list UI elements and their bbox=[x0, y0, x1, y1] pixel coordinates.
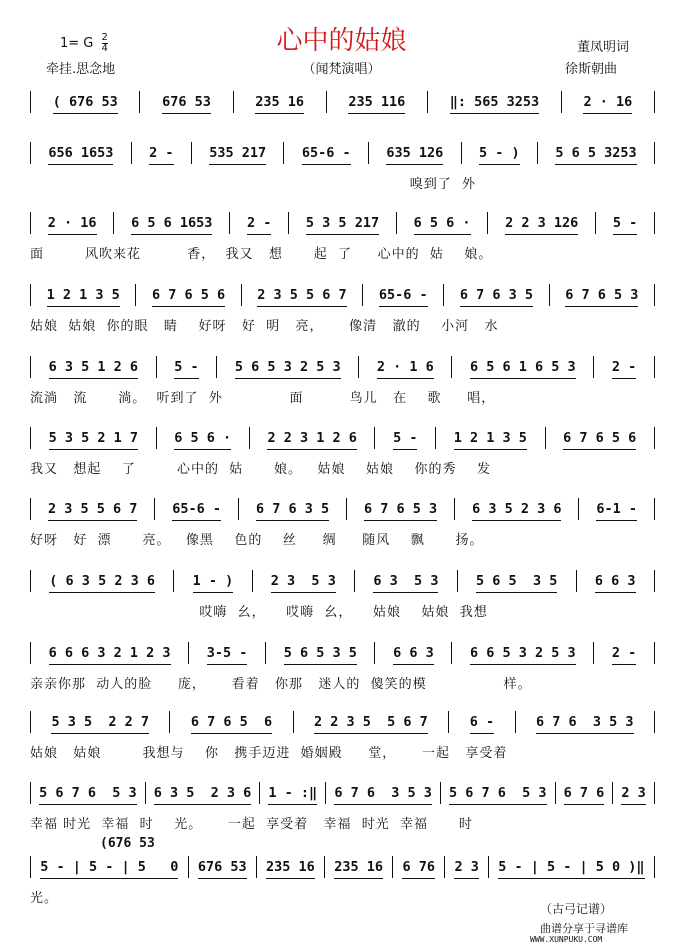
barline bbox=[324, 856, 325, 878]
measure: 5 - bbox=[389, 430, 421, 446]
measure: 6 6 3 bbox=[591, 573, 640, 589]
barline bbox=[457, 570, 458, 592]
measure: 6 - bbox=[466, 714, 498, 730]
measure: 5 3 5 2 2 7 bbox=[47, 714, 153, 730]
score-line bbox=[30, 499, 655, 559]
barline bbox=[252, 570, 253, 592]
barline bbox=[654, 498, 655, 520]
expression-mark: 牵挂.思念地 bbox=[46, 62, 116, 77]
barline bbox=[444, 856, 445, 878]
barline bbox=[451, 356, 452, 378]
measure: 6 6 5 3 2 5 3 bbox=[466, 645, 580, 661]
barline bbox=[593, 642, 594, 664]
transcriber-note: （古弓记谱） bbox=[540, 902, 613, 916]
measure: 2 - bbox=[243, 215, 275, 231]
composer-credit: 徐斯朝曲 bbox=[565, 62, 618, 77]
barline bbox=[30, 427, 31, 449]
lyrics-row: 嗅到了 外 bbox=[30, 177, 477, 192]
lyrics-row: 哎嗨 幺， 哎嗨 幺， 姑娘 姑娘 我想 bbox=[30, 605, 488, 620]
measure: 2 3 5 3 bbox=[267, 573, 340, 589]
measure: 235 16 bbox=[251, 94, 308, 110]
score-line bbox=[30, 783, 655, 843]
measure: 1 2 1 3 5 bbox=[43, 287, 124, 303]
barline bbox=[654, 212, 655, 234]
lyrics-row: 幸福 时光 幸福 时 光。 一起 享受着 幸福 时光 幸福 时 bbox=[30, 817, 473, 832]
barline bbox=[448, 711, 449, 733]
measure: 1 - ) bbox=[189, 573, 238, 589]
barline bbox=[265, 642, 266, 664]
barline bbox=[443, 284, 444, 306]
barline bbox=[578, 498, 579, 520]
barline bbox=[30, 91, 31, 113]
measure: 6-1 - bbox=[592, 501, 641, 517]
score-line bbox=[30, 643, 655, 703]
barline bbox=[30, 142, 31, 164]
measure: 6 5 6 1653 bbox=[127, 215, 216, 231]
measure: 6 76 bbox=[398, 859, 439, 875]
measure: 535 217 bbox=[205, 145, 270, 161]
measure: 65-6 - bbox=[298, 145, 355, 161]
measure: 2 3 bbox=[617, 785, 649, 801]
measure: 6 7 6 3 5 3 bbox=[330, 785, 436, 801]
barline bbox=[173, 570, 174, 592]
barline bbox=[654, 284, 655, 306]
barline bbox=[374, 427, 375, 449]
measure: 3-5 - bbox=[203, 645, 252, 661]
measure: 6 7 6 3 5 3 bbox=[532, 714, 638, 730]
measure: 5 3 5 2 1 7 bbox=[45, 430, 142, 446]
barline bbox=[259, 782, 260, 804]
coda-label: (676 53 bbox=[100, 836, 155, 851]
measure: 5 3 5 217 bbox=[302, 215, 383, 231]
measure: 65-6 - bbox=[168, 501, 225, 517]
barline bbox=[454, 498, 455, 520]
barline bbox=[156, 356, 157, 378]
measure: 2 3 5 5 6 7 bbox=[253, 287, 350, 303]
barline bbox=[354, 570, 355, 592]
barline bbox=[229, 212, 230, 234]
lyrics-row: 姑娘 姑娘 我想与 你 携手迈进 婚姻殿 堂， 一起 享受着 bbox=[30, 746, 508, 761]
barline bbox=[654, 782, 655, 804]
measure: 6 6 3 bbox=[389, 645, 438, 661]
measure: 2 2 3 1 2 6 bbox=[263, 430, 360, 446]
measure: 235 116 bbox=[344, 94, 409, 110]
measure: 2 - bbox=[145, 145, 177, 161]
measure: 676 53 bbox=[194, 859, 251, 875]
measure: 6 7 6 bbox=[560, 785, 609, 801]
measure: 6 7 6 3 5 bbox=[456, 287, 537, 303]
notation-row bbox=[30, 783, 655, 806]
measure: 6 7 6 5 6 bbox=[148, 287, 229, 303]
score-line bbox=[30, 143, 655, 203]
site-credit: 曲谱分享于寻谱库 bbox=[540, 922, 628, 935]
barline bbox=[156, 427, 157, 449]
notation-row bbox=[30, 499, 655, 522]
measure: 6 6 6 3 2 1 2 3 bbox=[45, 645, 175, 661]
barline bbox=[487, 212, 488, 234]
notation-row bbox=[30, 285, 655, 308]
measure: 65-6 - bbox=[375, 287, 432, 303]
barline bbox=[288, 212, 289, 234]
barline bbox=[188, 856, 189, 878]
measure: 6 7 6 5 6 bbox=[559, 430, 640, 446]
barline bbox=[435, 427, 436, 449]
barline bbox=[654, 142, 655, 164]
measure: 2 2 3 126 bbox=[501, 215, 582, 231]
key-text: 1= G bbox=[60, 36, 94, 51]
measure: 6 7 6 5 3 bbox=[360, 501, 441, 517]
measure: 6 7 6 3 5 bbox=[252, 501, 333, 517]
barline bbox=[283, 142, 284, 164]
score-line bbox=[30, 357, 655, 417]
measure: 6 5 6 · bbox=[410, 215, 475, 231]
notation-row bbox=[30, 143, 655, 166]
barline bbox=[131, 142, 132, 164]
score-line bbox=[30, 285, 655, 345]
song-title: 心中的姑娘 bbox=[276, 26, 407, 56]
barline bbox=[30, 711, 31, 733]
barline bbox=[169, 711, 170, 733]
score-line bbox=[30, 571, 655, 631]
barline bbox=[30, 570, 31, 592]
notation-row bbox=[30, 571, 655, 594]
barline bbox=[30, 356, 31, 378]
barline bbox=[654, 427, 655, 449]
barline bbox=[139, 91, 140, 113]
barline bbox=[346, 498, 347, 520]
barline bbox=[545, 427, 546, 449]
measure: 6 7 6 5 6 bbox=[187, 714, 276, 730]
measure: 1 2 1 3 5 bbox=[450, 430, 531, 446]
measure: 2 · 16 bbox=[44, 215, 101, 231]
time-top: 2 bbox=[101, 32, 108, 43]
barline bbox=[145, 782, 146, 804]
measure: 2 - bbox=[608, 645, 640, 661]
barline bbox=[135, 284, 136, 306]
barline bbox=[654, 91, 655, 113]
site-url: WWW.XUNPUKU.COM bbox=[530, 935, 603, 944]
barline bbox=[30, 782, 31, 804]
measure: 6 7 6 5 3 bbox=[561, 287, 642, 303]
barline bbox=[30, 284, 31, 306]
barline bbox=[612, 782, 613, 804]
barline bbox=[427, 91, 428, 113]
measure: 635 126 bbox=[382, 145, 447, 161]
barline bbox=[654, 642, 655, 664]
measure: 5 6 5 3 5 bbox=[280, 645, 361, 661]
measure: 5 - bbox=[170, 359, 202, 375]
time-signature bbox=[102, 33, 108, 54]
measure: 6 3 5 3 bbox=[369, 573, 442, 589]
lyrics-row: 流淌 流 淌。 听到了 外 面 鸟儿 在 歌 唱， bbox=[30, 391, 496, 406]
measure: 235 16 bbox=[330, 859, 387, 875]
measure: 5 6 5 3 5 bbox=[472, 573, 561, 589]
barline bbox=[593, 356, 594, 378]
barline bbox=[374, 642, 375, 664]
lyrics-row: 亲亲你那 动人的脸 庞， 看着 你那 迷人的 傻笑的模 样。 bbox=[30, 677, 532, 692]
notation-row bbox=[30, 428, 655, 451]
barline bbox=[368, 142, 369, 164]
barline bbox=[30, 498, 31, 520]
measure: 5 - ) bbox=[475, 145, 524, 161]
measure: ( 676 53 bbox=[49, 94, 122, 110]
measure: 1 - :‖ bbox=[264, 785, 321, 801]
measure: ( 6 3 5 2 3 6 bbox=[45, 573, 159, 589]
notation-row bbox=[30, 643, 655, 666]
measure: 2 · 16 bbox=[579, 94, 636, 110]
barline bbox=[326, 91, 327, 113]
barline bbox=[440, 782, 441, 804]
measure: 676 53 bbox=[158, 94, 215, 110]
notation-row bbox=[30, 857, 655, 880]
measure: 6 5 6 1 6 5 3 bbox=[466, 359, 580, 375]
notation-row bbox=[30, 712, 655, 735]
measure: 2 - bbox=[608, 359, 640, 375]
barline bbox=[595, 212, 596, 234]
barline bbox=[30, 856, 31, 878]
barline bbox=[654, 856, 655, 878]
barline bbox=[654, 570, 655, 592]
lyrics-row: 好呀 好 漂 亮。 像黑 色的 丝 绸 随风 飘 扬。 bbox=[30, 533, 484, 548]
measure: 656 1653 bbox=[44, 145, 117, 161]
measure: 5 6 7 6 5 3 bbox=[35, 785, 141, 801]
key-signature bbox=[60, 33, 108, 54]
barline bbox=[561, 91, 562, 113]
barline bbox=[30, 212, 31, 234]
barline bbox=[293, 711, 294, 733]
measure: 2 3 bbox=[450, 859, 482, 875]
barline bbox=[238, 498, 239, 520]
measure: 235 16 bbox=[262, 859, 319, 875]
score-line bbox=[30, 428, 655, 488]
measure: 6 3 5 1 2 6 bbox=[45, 359, 142, 375]
lyricist-credit: 董凤明词 bbox=[577, 40, 630, 55]
barline bbox=[654, 356, 655, 378]
barline bbox=[515, 711, 516, 733]
measure: 6 3 5 2 3 6 bbox=[468, 501, 565, 517]
barline bbox=[654, 711, 655, 733]
measure: ‖: 565 3253 bbox=[446, 94, 543, 110]
lyrics-row: 光。 bbox=[30, 891, 59, 906]
singer-credit: （闻梵演唱） bbox=[302, 62, 381, 77]
notation-row bbox=[30, 357, 655, 380]
barline bbox=[362, 284, 363, 306]
measure: 5 - | 5 - | 5 0 )‖ bbox=[494, 859, 648, 875]
barline bbox=[249, 427, 250, 449]
measure: 2 2 3 5 5 6 7 bbox=[310, 714, 432, 730]
measure: 5 - bbox=[609, 215, 641, 231]
barline bbox=[113, 212, 114, 234]
barline bbox=[233, 91, 234, 113]
measure: 5 6 5 3253 bbox=[551, 145, 640, 161]
barline bbox=[576, 570, 577, 592]
barline bbox=[549, 284, 550, 306]
barline bbox=[188, 642, 189, 664]
time-bottom: 4 bbox=[101, 43, 108, 54]
barline bbox=[154, 498, 155, 520]
barline bbox=[358, 356, 359, 378]
barline bbox=[30, 642, 31, 664]
notation-row bbox=[30, 213, 655, 236]
measure: 5 6 5 3 2 5 3 bbox=[231, 359, 345, 375]
barline bbox=[241, 284, 242, 306]
barline bbox=[451, 642, 452, 664]
barline bbox=[461, 142, 462, 164]
measure: 5 - | 5 - | 5 0 bbox=[36, 859, 182, 875]
barline bbox=[396, 212, 397, 234]
score-line bbox=[30, 712, 655, 772]
barline bbox=[216, 356, 217, 378]
measure: 6 5 6 · bbox=[170, 430, 235, 446]
barline bbox=[191, 142, 192, 164]
measure: 6 3 5 2 3 6 bbox=[150, 785, 256, 801]
measure: 5 6 7 6 5 3 bbox=[445, 785, 551, 801]
barline bbox=[325, 782, 326, 804]
measure: 2 · 1 6 bbox=[373, 359, 438, 375]
barline bbox=[537, 142, 538, 164]
barline bbox=[392, 856, 393, 878]
measure: 2 3 5 5 6 7 bbox=[44, 501, 141, 517]
lyrics-row: 面 风吹来花 香， 我又 想 起 了 心中的 姑 娘。 bbox=[30, 247, 493, 262]
score-line bbox=[30, 213, 655, 273]
notation-row bbox=[30, 92, 655, 115]
barline bbox=[555, 782, 556, 804]
barline bbox=[488, 856, 489, 878]
lyrics-row: 我又 想起 了 心中的 姑 娘。 姑娘 姑娘 你的秀 发 bbox=[30, 462, 492, 477]
barline bbox=[256, 856, 257, 878]
lyrics-row: 姑娘 姑娘 你的眼 睛 好呀 好 明 亮， 像清 澈的 小河 水 bbox=[30, 319, 499, 334]
